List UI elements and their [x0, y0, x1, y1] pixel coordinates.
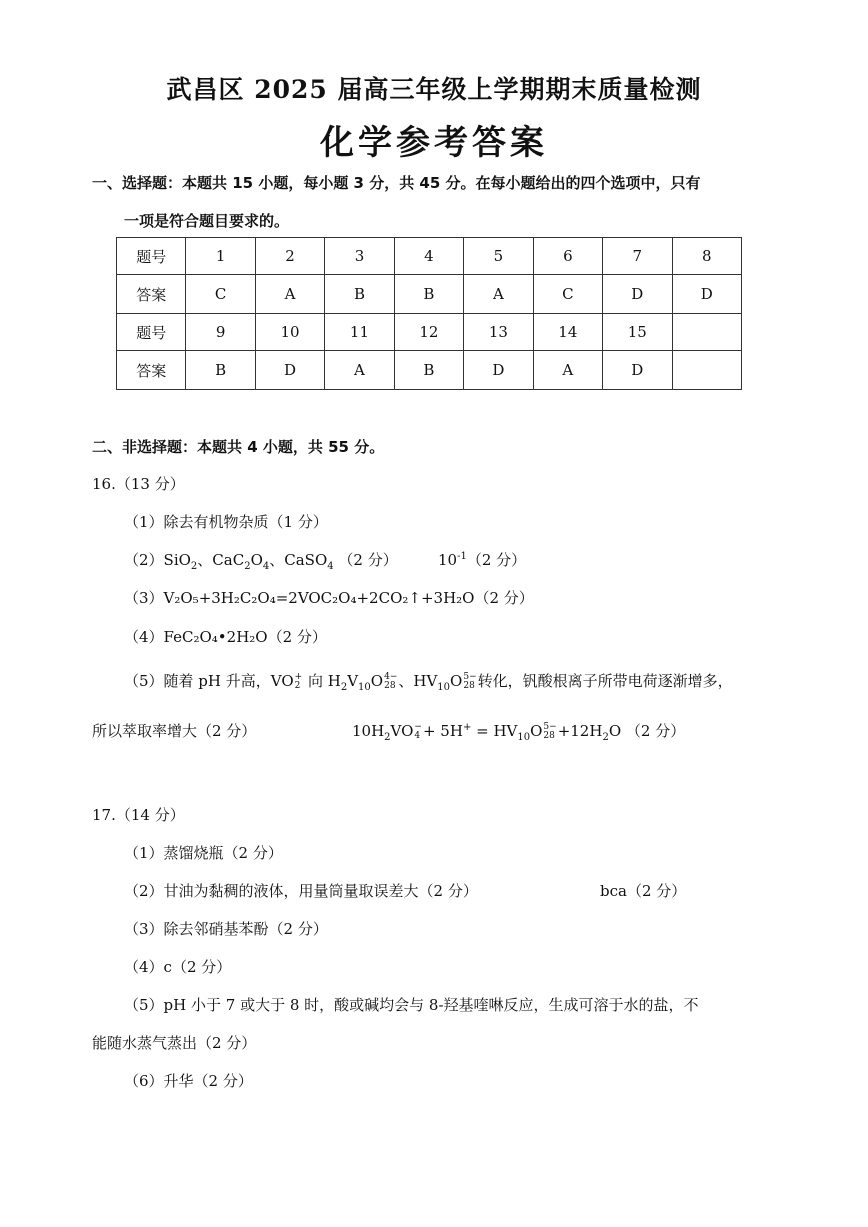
table-cell: C: [533, 275, 602, 314]
table-cell: 11: [325, 314, 394, 351]
q17-answer-1: （1）蒸馏烧瓶（2 分）: [124, 844, 283, 862]
q16-answer-2: （2）SiO$_2$、$CaC_2O_4$、CaSO$_4$ （2 分）: [124, 551, 398, 572]
table-cell: 12: [394, 314, 463, 351]
table-cell: A: [325, 351, 394, 390]
table-cell: D: [603, 275, 672, 314]
table-cell: A: [255, 275, 324, 314]
section1-heading: 一、选择题：本题共 15 小题，每小题 3 分，共 45 分。在每小题给出的四个选项中，只有: [92, 174, 701, 192]
q17-answer-4: （4）c（2 分）: [124, 958, 232, 976]
table-cell: [672, 314, 741, 351]
table-cell: 6: [533, 238, 602, 275]
answer-table: [116, 237, 742, 390]
table-cell: 5: [464, 238, 533, 275]
q17-answer-2b: bca（2 分）: [600, 882, 687, 900]
table-cell: D: [464, 351, 533, 390]
q16-answer-5-equation: $10H_2VO$ − 4 + $5H^+ = HV_{10}O$ 5− 28 $+12H_2O$ （2 分）: [352, 722, 686, 743]
table-row: [117, 351, 742, 390]
table-cell: D: [672, 275, 741, 314]
text: （2）SiO: [124, 551, 191, 569]
document-title: 武昌区 2025 届高三年级上学期期末质量检测: [166, 75, 702, 104]
table-cell: A: [464, 275, 533, 314]
table-cell: [672, 351, 741, 390]
table-cell: A: [533, 351, 602, 390]
table-row: [117, 314, 742, 351]
text: O: [450, 672, 463, 690]
table-cell: 8: [672, 238, 741, 275]
table-cell: 15: [603, 314, 672, 351]
table-cell: B: [394, 351, 463, 390]
text: O: [530, 722, 543, 740]
table-row: [117, 238, 742, 275]
q16-answer-5-line1: （5）随着 pH 升高，VO + 2 向 $H_2V_{10}O$ 4− 28 、$HV_{10}O$ 5− 28 转化，钒酸根离子所带电荷逐渐增多，: [124, 672, 733, 693]
q16-answer-5-line2: 所以萃取率增大（2 分）: [92, 722, 257, 740]
text: （2 分）: [466, 551, 527, 569]
text: 10: [438, 551, 458, 569]
text: 向 H: [307, 672, 341, 690]
table-cell: 10: [255, 314, 324, 351]
q16-answer-1: （1）除去有机物杂质（1 分）: [124, 513, 328, 531]
table-cell: B: [325, 275, 394, 314]
table-cell: 3: [325, 238, 394, 275]
text: 、HV: [398, 672, 438, 690]
text: O: [250, 551, 263, 569]
table-cell: 4: [394, 238, 463, 275]
text: + 5H: [422, 722, 463, 740]
q16-answer-4: （4）FeC₂O₄•2H₂O（2 分）: [124, 628, 327, 646]
table-cell: B: [394, 275, 463, 314]
text: 、CaC: [197, 551, 245, 569]
text: （5）随着 pH 升高，VO: [124, 672, 294, 690]
table-cell: 答案: [117, 351, 186, 390]
table-cell: 题号: [117, 314, 186, 351]
q16-heading: 16.（13 分）: [92, 475, 185, 493]
table-cell: 2: [255, 238, 324, 275]
table-cell: 答案: [117, 275, 186, 314]
table-cell: C: [186, 275, 255, 314]
q16-answer-3: （3）V₂O₅+3H₂C₂O₄=2VOC₂O₄+2CO₂↑+3H₂O（2 分）: [124, 589, 534, 607]
q16-answer-2b: [438, 549, 526, 570]
text: O: [608, 722, 622, 740]
q17-answer-5-line1: （5）pH 小于 7 或大于 8 时，酸或碱均会与 8-羟基喹啉反应，生成可溶于水的盐，不: [124, 996, 699, 1014]
text: 、CaSO: [269, 551, 328, 569]
text: V: [347, 672, 359, 690]
document-subtitle: 化学参考答案: [320, 123, 548, 163]
text: 转化，钒酸根离子所带电荷逐渐增多，: [477, 672, 733, 690]
section1-heading-cont: 一项是符合题目要求的。: [124, 212, 290, 230]
q17-answer-5-line2: 能随水蒸气蒸出（2 分）: [92, 1034, 257, 1052]
table-cell: 1: [186, 238, 255, 275]
text: O: [370, 672, 384, 690]
text: 10H: [352, 722, 385, 740]
table-cell: 题号: [117, 238, 186, 275]
text: +12H: [557, 722, 603, 740]
text: VO: [390, 722, 414, 740]
table-row: [117, 275, 742, 314]
text: = HV: [476, 722, 518, 740]
q17-answer-6: （6）升华（2 分）: [124, 1072, 253, 1090]
table-cell: 14: [533, 314, 602, 351]
table-cell: D: [603, 351, 672, 390]
exponent: -1: [457, 551, 467, 562]
section2-heading: 二、非选择题：本题共 4 小题，共 55 分。: [92, 438, 385, 456]
table-cell: D: [255, 351, 324, 390]
table-cell: B: [186, 351, 255, 390]
text: （2 分）: [338, 551, 398, 569]
table-cell: 13: [464, 314, 533, 351]
table-cell: 7: [603, 238, 672, 275]
q17-heading: 17.（14 分）: [92, 806, 185, 824]
text: （2 分）: [625, 722, 686, 740]
q17-answer-2: （2）甘油为黏稠的液体，用量筒量取误差大（2 分）: [124, 882, 478, 900]
q17-answer-3: （3）除去邻硝基苯酚（2 分）: [124, 920, 328, 938]
table-cell: 9: [186, 314, 255, 351]
